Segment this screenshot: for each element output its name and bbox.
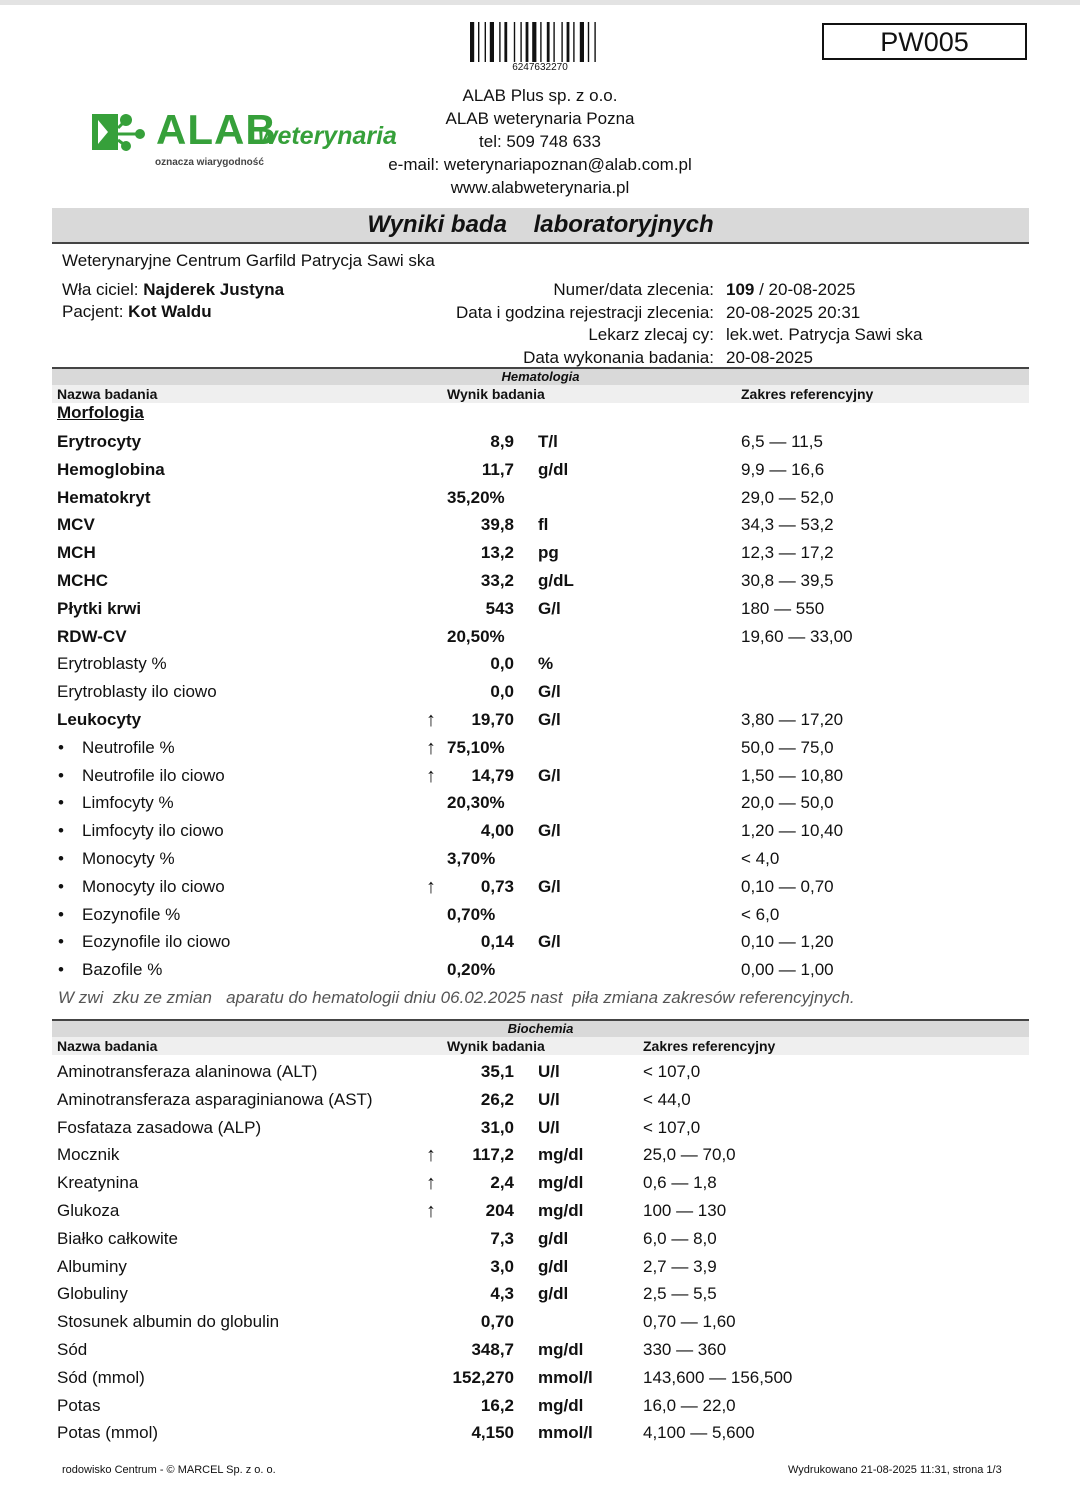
cell-value: 35,20%	[447, 487, 505, 507]
col-name: Nazwa badania	[57, 386, 158, 402]
clinic-name: Weterynaryjne Centrum Garfild Patrycja Sawi ska	[62, 251, 435, 270]
cell-unit: U/l	[538, 1062, 560, 1081]
cell-name: Hematokryt	[57, 487, 151, 507]
cell-value: 152,270	[452, 1367, 514, 1387]
top-edge	[0, 0, 1080, 5]
lab-info	[370, 84, 710, 199]
barcode-bar	[514, 22, 515, 62]
cell-unit: g/dl	[538, 1228, 569, 1248]
registration-label: Data i godzina rejestracji zlecenia:	[456, 302, 714, 322]
cell-value: 3,70%	[447, 849, 496, 868]
owner-label: Wła ciciel:	[62, 280, 139, 299]
cell-bullet: •	[58, 960, 64, 980]
table-row	[0, 817, 1080, 845]
table-row	[0, 595, 1080, 623]
cell-bullet: •	[58, 849, 64, 868]
table-row	[0, 1419, 1080, 1447]
cell-ref: 0,10 — 0,70	[741, 876, 834, 896]
cell-value: 20,50%	[447, 626, 505, 646]
table-row	[0, 901, 1080, 929]
barcode-bar	[594, 22, 595, 62]
cell-name: Albuminy	[57, 1256, 127, 1276]
cell-unit: U/l	[538, 1089, 560, 1109]
table-row	[0, 706, 1080, 734]
cell-unit: G/l	[538, 821, 561, 841]
cell-value: 7,3	[490, 1228, 514, 1248]
table-row	[0, 678, 1080, 706]
table-row	[0, 1086, 1080, 1114]
cell-ref: 180 — 550	[741, 598, 825, 618]
table-row	[0, 845, 1080, 873]
cell-ref: < 107,0	[643, 1117, 701, 1137]
logo-tagline: oznacza wiarygodność	[155, 157, 264, 168]
cell-unit: G/l	[538, 876, 561, 896]
cell-value: 543	[485, 598, 514, 618]
cell-name: Aminotransferaza alaninowa (ALT)	[57, 1062, 318, 1081]
cell-ref: 19,60 — 33,00	[741, 626, 853, 646]
cell-name: Erytroblasty ilo ciowo	[57, 682, 217, 702]
cell-value: 117,2	[472, 1145, 514, 1165]
cell-bullet: •	[58, 904, 64, 924]
barcode-bar	[490, 22, 494, 62]
table-row	[0, 484, 1080, 512]
cell-ref: 2,7 — 3,9	[643, 1256, 717, 1276]
cell-unit: G/l	[538, 765, 561, 785]
barcode-bar	[526, 22, 529, 62]
cell-ref: < 4,0	[741, 849, 780, 868]
owner-patient-block	[62, 279, 284, 323]
cell-unit: G/l	[538, 932, 561, 952]
table-row	[0, 1308, 1080, 1336]
table-row	[0, 956, 1080, 984]
cell-ref: 25,0 — 70,0	[643, 1145, 736, 1165]
table-row	[0, 873, 1080, 901]
cell-value: 0,0	[490, 654, 514, 674]
barcode-bar	[499, 22, 500, 62]
cell-value: 0,14	[480, 932, 514, 952]
table-row	[0, 1141, 1080, 1169]
cell-value: 0,20%	[447, 960, 496, 980]
table-row	[0, 734, 1080, 762]
table-row	[0, 1114, 1080, 1142]
cell-name: Potas (mmol)	[57, 1423, 159, 1443]
cell-name: Bazofile %	[82, 960, 163, 980]
cell-name: Eozynofile ilo ciowo	[82, 932, 231, 952]
table-row	[0, 1197, 1080, 1225]
cell-name: RDW-CV	[57, 626, 127, 646]
col-ref: Zakres referencyjny	[643, 1038, 776, 1054]
cell-name: Monocyty %	[82, 849, 175, 868]
cell-unit: G/l	[538, 710, 561, 729]
table-row	[0, 789, 1080, 817]
subheading-morfologia: Morfologia	[57, 403, 144, 422]
cell-name: Leukocyty	[57, 710, 142, 729]
cell-ref: 0,70 — 1,60	[643, 1312, 736, 1332]
owner-name: Najderek Justyna	[143, 280, 285, 299]
cell-ref: 34,3 — 53,2	[741, 515, 834, 535]
cell-value: 39,8	[480, 515, 514, 535]
barcode-bar	[540, 22, 541, 62]
cell-value: 0,0	[490, 682, 514, 702]
cell-bullet: •	[58, 876, 64, 896]
cell-name: Neutrofile %	[82, 737, 175, 757]
cell-bullet: •	[58, 821, 64, 841]
barcode-number: 6247632270	[512, 62, 568, 73]
execution-label: Data wykonania badania:	[523, 347, 714, 367]
cell-ref: 2,5 — 5,5	[643, 1284, 717, 1304]
cell-ref: 330 — 360	[643, 1340, 727, 1359]
cell-ref: 1,20 — 10,40	[741, 821, 844, 841]
order-meta-labels	[380, 279, 714, 369]
page-title: Wyniki bada laboratoryjnych	[52, 208, 1029, 244]
barcode-bar	[478, 22, 479, 62]
cell-flag: ↑	[426, 1172, 436, 1195]
table-row	[0, 928, 1080, 956]
cell-name: Białko całkowite	[57, 1228, 178, 1248]
cell-name: Sód	[57, 1340, 88, 1359]
cell-name: Glukoza	[57, 1201, 120, 1220]
biochemistry-column-header	[52, 1037, 1029, 1055]
cell-unit: T/l	[538, 432, 558, 451]
cell-value: 11,7	[481, 459, 514, 479]
cell-name: Płytki krwi	[57, 598, 142, 618]
barcode-bar	[588, 22, 589, 62]
cell-name: Eozynofile %	[82, 904, 181, 924]
lab-line: e-mail: weterynariapoznan@alab.com.pl	[388, 155, 692, 174]
patient-label: Pacjent:	[62, 302, 124, 321]
order-number: 109	[726, 280, 755, 299]
cell-unit: mg/dl	[538, 1173, 584, 1193]
barcode-bar	[532, 22, 536, 62]
table-row	[0, 1336, 1080, 1364]
cell-value: 2,4	[490, 1173, 514, 1193]
cell-flag: ↑	[426, 875, 436, 898]
cell-value: 19,70	[471, 710, 514, 729]
cell-name: Erytrocyty	[57, 432, 142, 451]
cell-unit: g/dl	[538, 1256, 569, 1276]
cell-name: Fosfataza zasadowa (ALP)	[57, 1117, 262, 1137]
cell-name: Erytroblasty %	[57, 654, 167, 674]
hematology-note: W zwi zku ze zmian aparatu do hematologii dniu 06.02.2025 nast piła zmiana zakresów referencyjnych.	[58, 988, 855, 1007]
cell-unit: G/l	[538, 682, 561, 702]
cell-bullet: •	[58, 793, 64, 813]
cell-bullet: •	[58, 737, 64, 757]
table-row	[0, 1392, 1080, 1420]
barcode-bar	[547, 22, 550, 62]
cell-value: 75,10%	[447, 737, 505, 757]
cell-name: Limfocyty %	[82, 793, 174, 813]
cell-value: 31,0	[480, 1117, 514, 1137]
cell-ref: 100 — 130	[643, 1201, 727, 1220]
cell-name: MCH	[57, 543, 96, 563]
col-ref: Zakres referencyjny	[741, 386, 874, 402]
barcode-bar	[520, 22, 521, 62]
cell-value: 204	[485, 1201, 514, 1220]
table-row	[0, 623, 1080, 651]
col-result: Wynik badania	[447, 1038, 545, 1054]
execution-value: 20-08-2025	[726, 347, 813, 367]
barcode-bar	[561, 22, 562, 62]
doctor-label: Lekarz zlecaj cy:	[588, 325, 714, 344]
registration-value: 20-08-2025 20:31	[726, 302, 861, 322]
table-row	[0, 1253, 1080, 1281]
logo-brand: ALAB	[156, 106, 277, 153]
order-meta-values	[726, 279, 923, 369]
cell-unit: mg/dl	[538, 1201, 584, 1220]
barcode-bar	[567, 22, 570, 62]
cell-name: MCHC	[57, 571, 108, 590]
cell-ref: 0,10 — 1,20	[741, 932, 834, 952]
cell-name: Hemoglobina	[57, 459, 165, 479]
cell-value: 26,2	[480, 1089, 514, 1109]
barcode-bar	[485, 22, 486, 62]
cell-value: 0,73	[480, 876, 514, 896]
cell-name: Potas	[57, 1395, 101, 1415]
cell-unit: mmol/l	[538, 1367, 593, 1387]
lab-line: www.alabweterynaria.pl	[450, 178, 630, 197]
table-row	[0, 567, 1080, 595]
cell-unit: mg/dl	[538, 1395, 584, 1415]
table-row	[0, 1364, 1080, 1392]
cell-value: 4,00	[480, 821, 514, 841]
cell-bullet: •	[58, 765, 64, 785]
order-date: / 20-08-2025	[754, 280, 856, 299]
lab-line: ALAB weterynaria Pozna	[445, 109, 635, 128]
cell-ref: 30,8 — 39,5	[741, 571, 834, 590]
order-code-box: PW005	[822, 23, 1027, 60]
hematology-column-header	[52, 385, 1029, 403]
cell-ref: 6,0 — 8,0	[643, 1228, 717, 1248]
cell-ref: 29,0 — 52,0	[741, 487, 834, 507]
barcode-bar	[580, 22, 584, 62]
cell-ref: 20,0 — 50,0	[741, 793, 834, 813]
cell-value: 8,9	[490, 432, 514, 451]
cell-flag: ↑	[426, 1144, 436, 1167]
table-row	[0, 428, 1080, 456]
table-row	[0, 1280, 1080, 1308]
cell-name: Kreatynina	[57, 1173, 139, 1193]
alab-logo-icon	[90, 106, 148, 156]
cell-ref: 12,3 — 17,2	[741, 543, 834, 563]
cell-unit: fl	[538, 515, 549, 535]
cell-flag: ↑	[426, 764, 436, 787]
cell-name: Limfocyty ilo ciowo	[82, 821, 224, 841]
footer-right: Wydrukowano 21-08-2025 11:31, strona 1/3	[788, 1464, 1002, 1476]
cell-unit: mmol/l	[538, 1423, 593, 1443]
table-row	[0, 1225, 1080, 1253]
cell-value: 3,0	[490, 1256, 514, 1276]
cell-value: 4,3	[490, 1284, 514, 1304]
cell-value: 33,2	[480, 571, 514, 590]
cell-value: 0,70	[480, 1312, 514, 1332]
cell-unit: mg/dl	[538, 1340, 584, 1359]
col-name: Nazwa badania	[57, 1038, 158, 1054]
barcode	[470, 22, 610, 62]
cell-ref: 1,50 — 10,80	[741, 765, 844, 785]
cell-flag: ↑	[426, 1200, 436, 1222]
cell-value: 14,79	[471, 765, 514, 785]
cell-ref: 50,0 — 75,0	[741, 737, 834, 757]
cell-unit: g/dl	[538, 459, 569, 479]
cell-bullet: •	[58, 932, 64, 952]
cell-ref: < 107,0	[643, 1062, 701, 1081]
barcode-bar	[470, 22, 474, 62]
cell-unit: g/dl	[538, 1284, 569, 1304]
cell-ref: 0,00 — 1,00	[741, 960, 834, 980]
cell-value: 348,7	[471, 1340, 514, 1359]
cell-unit: mg/dl	[538, 1145, 584, 1165]
doctor-value: lek.wet. Patrycja Sawi ska	[726, 325, 923, 344]
footer-left: rodowisko Centrum - © MARCEL Sp. z o. o.	[62, 1464, 276, 1476]
cell-name: Neutrofile ilo ciowo	[82, 765, 225, 785]
cell-flag: ↑	[426, 709, 436, 731]
table-row	[0, 456, 1080, 484]
cell-name: Sód (mmol)	[57, 1367, 145, 1387]
cell-unit: pg	[538, 543, 559, 563]
order-number-label: Numer/data zlecenia:	[553, 280, 714, 299]
cell-ref: < 6,0	[741, 904, 780, 924]
cell-ref: < 44,0	[643, 1089, 691, 1109]
cell-ref: 4,100 — 5,600	[643, 1423, 755, 1443]
cell-value: 0,70%	[447, 904, 496, 924]
section-hematology: Hematologia	[52, 367, 1029, 385]
lab-line: tel: 509 748 633	[479, 132, 601, 151]
cell-name: Aminotransferaza asparaginianowa (AST)	[57, 1089, 373, 1109]
cell-unit: G/l	[538, 598, 561, 618]
lab-line: ALAB Plus sp. z o.o.	[462, 86, 618, 105]
table-row	[0, 539, 1080, 567]
cell-unit: %	[538, 654, 554, 674]
cell-ref: 3,80 — 17,20	[741, 710, 844, 729]
cell-value: 35,1	[480, 1062, 514, 1081]
cell-ref: 0,6 — 1,8	[643, 1173, 717, 1193]
cell-name: Mocznik	[57, 1145, 120, 1165]
section-biochemistry: Biochemia	[52, 1019, 1029, 1037]
cell-ref: 143,600 — 156,500	[643, 1367, 793, 1387]
cell-ref: 6,5 — 11,5	[741, 432, 823, 451]
cell-ref: 9,9 — 16,6	[741, 459, 825, 479]
cell-name: Monocyty ilo ciowo	[82, 876, 225, 896]
barcode-bar	[573, 22, 574, 62]
cell-value: 20,30%	[447, 793, 505, 813]
table-row	[0, 1058, 1080, 1086]
cell-name: Globuliny	[57, 1284, 128, 1304]
cell-unit: U/l	[538, 1117, 560, 1137]
cell-name: Stosunek albumin do globulin	[57, 1312, 280, 1332]
table-row	[0, 511, 1080, 539]
patient-name: Kot Waldu	[128, 302, 212, 321]
cell-unit: g/dL	[538, 571, 574, 590]
table-row	[0, 1169, 1080, 1197]
cell-value: 16,2	[480, 1395, 514, 1415]
table-row	[0, 762, 1080, 790]
cell-name: MCV	[57, 515, 95, 535]
barcode-bar	[553, 22, 554, 62]
col-result: Wynik badania	[447, 386, 545, 402]
cell-value: 13,2	[480, 543, 514, 563]
cell-ref: 16,0 — 22,0	[643, 1395, 736, 1415]
logo-sub: weterynaria	[258, 122, 397, 150]
barcode-bar	[504, 22, 507, 62]
cell-value: 4,150	[471, 1423, 514, 1443]
cell-flag: ↑	[426, 736, 436, 759]
table-row	[0, 650, 1080, 678]
